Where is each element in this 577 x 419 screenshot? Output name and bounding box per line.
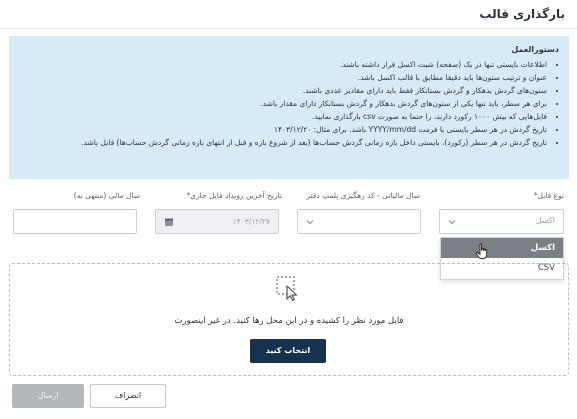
- instructions-panel: [9, 36, 569, 179]
- instruction-item: • ستون‌های گردش بدهکار و گردش بستانکار فقط باید دارای مقادیر عددی باشند.: [17, 84, 547, 97]
- fiscal-year-end-label: سال مالی (منتهی به): [73, 191, 140, 200]
- fiscal-year-end-field[interactable]: [13, 209, 137, 234]
- dropdown-option-csv[interactable]: CSV: [537, 263, 555, 273]
- last-event-date-field[interactable]: [155, 209, 279, 234]
- choose-file-button[interactable]: انتخاب کنید: [250, 339, 326, 363]
- instruction-item: • تاریخ گردش در هر سطر بایستی با فرمت YYYY/mm/dd باشد. برای مثال: ۱۴۰۳/۱۲/۲۰: [17, 123, 547, 136]
- last-event-date-value: ۱۴۰۳/۱۲/۲۷: [232, 217, 270, 226]
- instruction-item: • برای هر سطر، باید تنها یکی از ستون‌های گردش بدهکار و گردش بستانکار دارای مقدار باشد.: [17, 97, 547, 110]
- instruction-item: • فایل‌هایی که بیش ۱۰۰۰ رکورد دارند، را حتما به صورت csv بارگذاری نمایید.: [17, 110, 547, 123]
- instructions-heading: دستورالعمل: [511, 45, 559, 54]
- drop-zone-text: فایل مورد نظر را کشیده و در این محل رها کنید. در غیر اینصورت: [174, 316, 404, 326]
- calendar-icon: [164, 217, 174, 227]
- hand-pointer-icon: [475, 243, 489, 260]
- cancel-button[interactable]: انصراف: [90, 384, 166, 408]
- instruction-item: • اطلاعات بایستی تنها در یک (صفحه) شیت اکسل قرار داشته باشند.: [17, 58, 547, 71]
- file-type-select[interactable]: [439, 209, 564, 234]
- last-event-date-label: تاریخ آخرین رویداد فایل جاری*: [186, 191, 282, 200]
- drag-drop-upload-icon: [274, 274, 302, 302]
- submit-button[interactable]: ارسال: [12, 384, 84, 408]
- file-type-value: اکسل: [535, 216, 555, 225]
- chevron-down-icon: [447, 217, 457, 227]
- chevron-down-icon: [305, 217, 315, 227]
- fiscal-year-code-select[interactable]: [297, 209, 421, 234]
- fiscal-year-code-label: سال مالیاتی - کد رهگیری پلمپ دفتر: [306, 191, 420, 200]
- title-divider: [0, 28, 577, 29]
- file-type-label: نوع فایل*: [533, 191, 564, 200]
- instruction-item: • عنوان و ترتیب ستون‌ها باید دقیقا مطابق با قالب اکسل باشد.: [17, 71, 547, 84]
- instruction-item: • تاریخ گردش در هر سطر (رکورد)، بایستی داخل بازه زمانی گردش حساب‌ها (بعد از شروع بازه و قبل از انتهای بازه زمانی گردش حساب‌ها) فایل باشد.: [17, 136, 547, 149]
- dropdown-option-excel[interactable]: اکسل: [441, 238, 563, 258]
- instructions-list: [17, 58, 559, 149]
- file-drop-zone[interactable]: [9, 263, 569, 376]
- dialog-title: بارگذاری قالب: [479, 7, 565, 21]
